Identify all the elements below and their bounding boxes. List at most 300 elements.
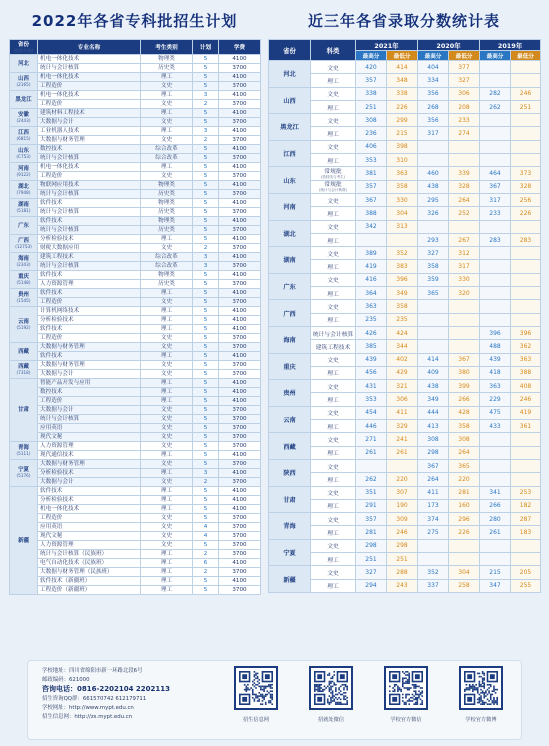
score-high: 357 xyxy=(356,180,387,193)
plan-count: 5 xyxy=(193,199,219,208)
score-high xyxy=(480,539,511,552)
plan-tuition: 4100 xyxy=(219,199,261,208)
score-high: 418 xyxy=(480,366,511,379)
plan-tuition: 4100 xyxy=(219,163,261,172)
score-low: 363 xyxy=(387,167,418,180)
score-high: 363 xyxy=(480,380,511,393)
score-low: 304 xyxy=(449,566,480,579)
plan-province: 甘肃 xyxy=(10,379,38,442)
score-row xyxy=(269,247,541,260)
plan-major: 智能产品开发与应用 xyxy=(38,379,141,388)
score-low: 348 xyxy=(387,74,418,87)
score-province: 湖北 xyxy=(269,220,311,247)
score-low: 330 xyxy=(449,273,480,286)
plan-category: 理工 xyxy=(141,235,193,244)
plan-major: 工程造价 xyxy=(38,100,141,109)
score-low: 398 xyxy=(387,140,418,153)
score-high: 282 xyxy=(480,87,511,100)
score-low: 362 xyxy=(511,340,541,353)
plan-header-category: 考生类别 xyxy=(141,40,193,55)
score-row xyxy=(269,300,541,313)
plan-category: 文史 xyxy=(141,361,193,370)
qr-school-wechat[interactable]: 学校官方微信 xyxy=(374,666,438,723)
score-subject: 文史 xyxy=(311,114,356,127)
plan-count: 5 xyxy=(193,370,219,379)
score-low: 414 xyxy=(387,61,418,74)
plan-category: 理工 xyxy=(141,388,193,397)
score-low: 383 xyxy=(387,260,418,273)
plan-count: 5 xyxy=(193,415,219,424)
plan-tuition: 3700 xyxy=(219,442,261,451)
plan-category: 理工 xyxy=(141,163,193,172)
score-high: 275 xyxy=(418,526,449,539)
score-high xyxy=(418,300,449,313)
score-low xyxy=(511,433,541,446)
score-subject: 理工 xyxy=(311,313,356,326)
score-high: 266 xyxy=(480,499,511,512)
plan-count: 3 xyxy=(193,253,219,262)
qr-code-icon xyxy=(234,666,278,710)
plan-row xyxy=(10,307,261,316)
score-low: 321 xyxy=(387,380,418,393)
plan-tuition: 3700 xyxy=(219,568,261,577)
plan-major: 人力资源管理 xyxy=(38,442,141,451)
score-high: 389 xyxy=(356,247,387,260)
plan-tuition: 3700 xyxy=(219,343,261,352)
score-high: 293 xyxy=(418,233,449,246)
score-subject: 文史 xyxy=(311,273,356,286)
score-row xyxy=(269,61,541,74)
score-row xyxy=(269,539,541,552)
plan-tuition: 4100 xyxy=(219,307,261,316)
score-province: 湖南 xyxy=(269,247,311,274)
plan-row xyxy=(10,136,261,145)
score-high: 251 xyxy=(356,100,387,113)
plan-major: 统计与会计核算 xyxy=(38,154,141,163)
plan-row xyxy=(10,343,261,352)
plan-body xyxy=(10,55,261,595)
qr-school-weibo[interactable]: 学校官方微博 xyxy=(449,666,513,723)
score-high: 352 xyxy=(418,566,449,579)
score-low: 313 xyxy=(387,220,418,233)
plan-count: 5 xyxy=(193,487,219,496)
score-high: 431 xyxy=(356,380,387,393)
plan-major: 分析检验技术 xyxy=(38,496,141,505)
plan-category: 物理类 xyxy=(141,181,193,190)
score-low xyxy=(511,74,541,87)
score-province: 新疆 xyxy=(269,566,311,593)
plan-category: 文史 xyxy=(141,136,193,145)
score-high: 364 xyxy=(356,287,387,300)
plan-tuition: 3700 xyxy=(219,415,261,424)
score-low: 246 xyxy=(387,526,418,539)
score-high: 229 xyxy=(480,393,511,406)
score-row xyxy=(269,566,541,579)
score-high: 367 xyxy=(480,180,511,193)
score-low: 330 xyxy=(387,193,418,206)
score-low xyxy=(449,313,480,326)
score-high: 351 xyxy=(356,486,387,499)
score-low xyxy=(511,459,541,472)
plan-major: 工程造价 xyxy=(38,397,141,406)
score-low: 281 xyxy=(449,486,480,499)
plan-category: 理工 xyxy=(141,307,193,316)
plan-count: 5 xyxy=(193,208,219,217)
plan-tuition: 4100 xyxy=(219,145,261,154)
plan-row xyxy=(10,289,261,298)
score-subject: 理工 xyxy=(311,127,356,140)
score-subject: 理工 xyxy=(311,579,356,592)
plan-province: 江西 (6815) xyxy=(10,127,38,145)
plan-category: 综合改革 xyxy=(141,145,193,154)
score-subject: 文史 xyxy=(311,566,356,579)
score-high: 356 xyxy=(418,87,449,100)
score-low: 255 xyxy=(511,579,541,592)
score-high: 374 xyxy=(418,513,449,526)
score-high xyxy=(480,220,511,233)
score-row xyxy=(269,459,541,472)
plan-row xyxy=(10,415,261,424)
plan-row xyxy=(10,577,261,586)
plan-count: 5 xyxy=(193,514,219,523)
plan-tuition: 3700 xyxy=(219,208,261,217)
score-low: 283 xyxy=(511,233,541,246)
plan-count: 3 xyxy=(193,91,219,100)
plan-major: 统计与会计核算 xyxy=(38,415,141,424)
score-high xyxy=(480,287,511,300)
score-low: 388 xyxy=(511,366,541,379)
score-low: 299 xyxy=(387,114,418,127)
score-high: 233 xyxy=(480,207,511,220)
plan-tuition: 3700 xyxy=(219,82,261,91)
plan-count: 3 xyxy=(193,469,219,478)
score-low: 190 xyxy=(387,499,418,512)
plan-row xyxy=(10,559,261,568)
score-header-high: 最高分 xyxy=(480,51,511,61)
plan-tuition: 4100 xyxy=(219,505,261,514)
plan-tuition: 3700 xyxy=(219,154,261,163)
score-high: 411 xyxy=(418,486,449,499)
plan-count: 5 xyxy=(193,109,219,118)
score-low: 327 xyxy=(449,74,480,87)
score-subject: 文史 xyxy=(311,486,356,499)
score-low xyxy=(449,220,480,233)
score-subject: 理工 xyxy=(311,366,356,379)
plan-province: 河北 xyxy=(10,55,38,73)
plan-category: 理工 xyxy=(141,559,193,568)
score-province: 广西 xyxy=(269,300,311,327)
plan-count: 5 xyxy=(193,235,219,244)
plan-row xyxy=(10,163,261,172)
score-province: 云南 xyxy=(269,406,311,433)
score-high: 444 xyxy=(418,406,449,419)
score-high: 439 xyxy=(356,353,387,366)
score-high xyxy=(418,539,449,552)
score-subject: 理工 xyxy=(311,207,356,220)
score-high: 456 xyxy=(356,366,387,379)
plan-row xyxy=(10,505,261,514)
contact-address: 学校地址：四川省绵阳市新一环路北段6号 xyxy=(42,668,143,674)
plan-row xyxy=(10,568,261,577)
score-low: 309 xyxy=(387,513,418,526)
plan-count: 5 xyxy=(193,145,219,154)
score-subject: 理工 xyxy=(311,552,356,565)
score-low: 304 xyxy=(387,207,418,220)
score-low xyxy=(511,127,541,140)
plan-row xyxy=(10,127,261,136)
plan-row xyxy=(10,244,261,253)
plan-row xyxy=(10,172,261,181)
score-row xyxy=(269,433,541,446)
score-low: 306 xyxy=(387,393,418,406)
plan-major: 分析检验技术 xyxy=(38,316,141,325)
plan-tuition: 3700 xyxy=(219,244,261,253)
score-high xyxy=(356,233,387,246)
score-low: 310 xyxy=(387,154,418,167)
plan-category: 理工 xyxy=(141,568,193,577)
plan-count: 4 xyxy=(193,523,219,532)
plan-major: 应用英语 xyxy=(38,424,141,433)
plan-province: 安徽 (2443) xyxy=(10,109,38,127)
plan-row xyxy=(10,73,261,82)
plan-tuition: 3700 xyxy=(219,100,261,109)
score-province: 河南 xyxy=(269,193,311,220)
plan-row xyxy=(10,208,261,217)
score-low: 288 xyxy=(387,566,418,579)
plan-count: 5 xyxy=(193,55,219,64)
plan-category: 理工 xyxy=(141,73,193,82)
plan-tuition: 3700 xyxy=(219,118,261,127)
score-high: 356 xyxy=(418,114,449,127)
score-province: 江西 xyxy=(269,140,311,167)
plan-row xyxy=(10,523,261,532)
score-subject: 理工 xyxy=(311,74,356,87)
score-high: 488 xyxy=(480,340,511,353)
plan-count: 2 xyxy=(193,100,219,109)
score-subject: 建筑工程技术 xyxy=(311,340,356,353)
score-high: 261 xyxy=(480,526,511,539)
score-low: 233 xyxy=(449,114,480,127)
plan-tuition: 4100 xyxy=(219,253,261,262)
plan-major: 分析检验技术 xyxy=(38,235,141,244)
plan-category: 文史 xyxy=(141,514,193,523)
score-high xyxy=(356,459,387,472)
plan-count: 5 xyxy=(193,154,219,163)
plan-row xyxy=(10,532,261,541)
plan-category: 理工 xyxy=(141,469,193,478)
plan-province: 西藏 (7318) xyxy=(10,361,38,379)
plan-major: 机电一体化技术 xyxy=(38,73,141,82)
plan-row xyxy=(10,154,261,163)
score-subject: 文史 xyxy=(311,539,356,552)
plan-panel xyxy=(9,8,260,595)
score-low: 344 xyxy=(387,340,418,353)
plan-category: 历史类 xyxy=(141,208,193,217)
score-low xyxy=(449,300,480,313)
plan-category: 理工 xyxy=(141,451,193,460)
contact-website[interactable]: 学校网址：http://www.mypt.edu.cn xyxy=(42,704,134,711)
plan-tuition: 4100 xyxy=(219,379,261,388)
plan-category: 理工 xyxy=(141,316,193,325)
plan-tuition: 4100 xyxy=(219,289,261,298)
score-high xyxy=(418,340,449,353)
plan-category: 文史 xyxy=(141,172,193,181)
contact-footer xyxy=(27,660,522,740)
plan-major: 建筑材料工程技术 xyxy=(38,109,141,118)
score-low: 241 xyxy=(387,433,418,446)
plan-category: 综合改革 xyxy=(141,253,193,262)
qr-code-icon xyxy=(309,666,353,710)
plan-category: 文史 xyxy=(141,415,193,424)
plan-table xyxy=(9,39,261,595)
score-high xyxy=(418,552,449,565)
plan-tuition: 4100 xyxy=(219,352,261,361)
plan-category: 综合改革 xyxy=(141,262,193,271)
plan-tuition: 3700 xyxy=(219,172,261,181)
plan-tuition: 3700 xyxy=(219,280,261,289)
score-high: 446 xyxy=(356,420,387,433)
plan-tuition: 4100 xyxy=(219,127,261,136)
plan-province: 广西 (12753) xyxy=(10,235,38,253)
plan-category: 物理类 xyxy=(141,271,193,280)
score-subject: 文史 xyxy=(311,300,356,313)
plan-major: 统计与会计核算 xyxy=(38,190,141,199)
score-low xyxy=(511,260,541,273)
plan-major: 财税大数据应用 xyxy=(38,244,141,253)
plan-province: 山东 (C753) xyxy=(10,145,38,163)
plan-count: 5 xyxy=(193,181,219,190)
plan-major: 机电一体化技术 xyxy=(38,91,141,100)
plan-count: 5 xyxy=(193,361,219,370)
score-header-low: 最低分 xyxy=(511,51,541,61)
score-header-province: 省份 xyxy=(269,40,311,61)
plan-tuition: 4100 xyxy=(219,325,261,334)
score-high: 367 xyxy=(418,459,449,472)
plan-row xyxy=(10,550,261,559)
score-low: 306 xyxy=(449,87,480,100)
plan-category: 文史 xyxy=(141,541,193,550)
score-subject: 常规批 (投档线与考生) xyxy=(311,167,356,180)
plan-category: 文史 xyxy=(141,82,193,91)
score-high: 357 xyxy=(356,513,387,526)
plan-province: 云南 (5192) xyxy=(10,307,38,343)
plan-tuition: 3700 xyxy=(219,136,261,145)
score-low xyxy=(511,552,541,565)
contact-postcode: 邮政编码：621000 xyxy=(42,677,90,684)
plan-header-major: 专业名称 xyxy=(38,40,141,55)
score-high: 438 xyxy=(418,180,449,193)
score-low xyxy=(511,473,541,486)
plan-row xyxy=(10,496,261,505)
score-low: 329 xyxy=(387,420,418,433)
plan-row xyxy=(10,586,261,595)
score-low xyxy=(387,233,418,246)
plan-category: 文史 xyxy=(141,100,193,109)
score-header-year-2020: 2020年 xyxy=(418,40,480,51)
plan-count: 5 xyxy=(193,334,219,343)
plan-major: 人力资源管理 xyxy=(38,541,141,550)
score-low: 361 xyxy=(511,420,541,433)
plan-row xyxy=(10,100,261,109)
plan-province: 湖北 (7948) xyxy=(10,181,38,199)
plan-count: 5 xyxy=(193,424,219,433)
score-subject: 文史 xyxy=(311,193,356,206)
plan-province: 广东 xyxy=(10,217,38,235)
score-subject: 理工 xyxy=(311,154,356,167)
score-high: 420 xyxy=(356,61,387,74)
plan-major: 统计与会计核算 xyxy=(38,64,141,73)
plan-row xyxy=(10,271,261,280)
score-high: 454 xyxy=(356,406,387,419)
qr-admission-site[interactable]: 招生信息网 xyxy=(224,666,288,723)
plan-tuition: 4100 xyxy=(219,73,261,82)
plan-row xyxy=(10,253,261,262)
plan-count: 5 xyxy=(193,64,219,73)
score-header-low: 最低分 xyxy=(449,51,480,61)
score-low: 339 xyxy=(449,167,480,180)
score-high xyxy=(480,74,511,87)
plan-count: 5 xyxy=(193,118,219,127)
score-low xyxy=(511,247,541,260)
plan-major: 软件技术（新疆班） xyxy=(38,577,141,586)
score-province: 陕西 xyxy=(269,459,311,486)
plan-category: 理工 xyxy=(141,397,193,406)
plan-count: 5 xyxy=(193,73,219,82)
score-province: 西藏 xyxy=(269,433,311,460)
score-subject: 常规批 (统计与会计核算) xyxy=(311,180,356,193)
plan-row xyxy=(10,397,261,406)
plan-row xyxy=(10,370,261,379)
score-province: 甘肃 xyxy=(269,486,311,513)
plan-header-count: 计划 xyxy=(193,40,219,55)
plan-major: 大数据与会计 xyxy=(38,478,141,487)
score-low: 358 xyxy=(387,300,418,313)
plan-major: 机电一体化技术 xyxy=(38,55,141,64)
plan-major: 工程造价 xyxy=(38,172,141,181)
plan-row xyxy=(10,226,261,235)
plan-category: 文史 xyxy=(141,298,193,307)
plan-major: 人力资源管理 xyxy=(38,280,141,289)
plan-tuition: 3700 xyxy=(219,433,261,442)
score-low: 419 xyxy=(511,406,541,419)
plan-tuition: 3700 xyxy=(219,190,261,199)
plan-province: 新疆 xyxy=(10,487,38,595)
score-high xyxy=(418,313,449,326)
score-low: 253 xyxy=(511,486,541,499)
score-high: 426 xyxy=(356,326,387,339)
plan-count: 5 xyxy=(193,163,219,172)
plan-major: 软件技术 xyxy=(38,487,141,496)
plan-tuition: 3700 xyxy=(219,424,261,433)
plan-count: 5 xyxy=(193,325,219,334)
score-low: 258 xyxy=(449,579,480,592)
plan-tuition: 4100 xyxy=(219,388,261,397)
contact-admission-site[interactable]: 招生信息网：http://zs.mypt.edu.cn xyxy=(42,714,133,721)
plan-count: 5 xyxy=(193,379,219,388)
score-high: 337 xyxy=(418,579,449,592)
score-subject: 文史 xyxy=(311,459,356,472)
plan-count: 2 xyxy=(193,478,219,487)
plan-count: 5 xyxy=(193,505,219,514)
score-row xyxy=(269,220,541,233)
plan-tuition: 3700 xyxy=(219,64,261,73)
qr-employment-wechat[interactable]: 招就处微信 xyxy=(299,666,363,723)
plan-header-row xyxy=(10,40,261,55)
plan-major: 软件技术 xyxy=(38,289,141,298)
plan-count: 5 xyxy=(193,307,219,316)
plan-category: 综合改革 xyxy=(141,154,193,163)
score-low: 428 xyxy=(449,406,480,419)
